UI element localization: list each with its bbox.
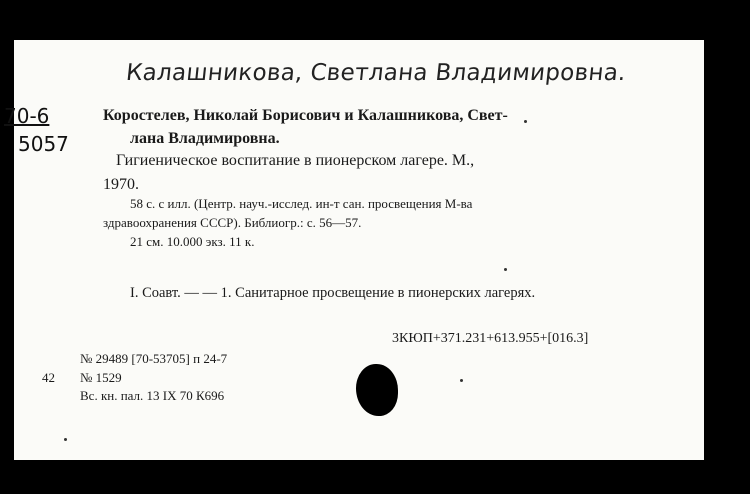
description-line-3: 21 см. 10.000 экз. 11 к. xyxy=(130,234,255,249)
title-line-2: 1970. xyxy=(103,176,139,193)
footer-line-1: № 29489 [70-53705] п 24-7 xyxy=(80,351,228,366)
tracings: I. Соавт. — — 1. Санитарное просвещение в пионерских лагерях. xyxy=(130,285,536,301)
classification-code: 3КЮП+371.231+613.955+[016.3] xyxy=(392,331,589,346)
authors-line-1: Коростелев, Николай Борисович и Калашникова, Свет- xyxy=(103,107,508,124)
handwritten-heading: Калашникова, Светлана Владимировна. xyxy=(124,60,628,86)
authors-line-2: лана Владимировна. xyxy=(130,130,280,147)
call-number-bottom: 5057 xyxy=(18,132,69,156)
footer-line-2-prefix: 42 xyxy=(42,370,55,385)
footer-line-3: Вс. кн. пал. 13 IX 70 К696 xyxy=(80,388,225,403)
speck xyxy=(504,268,507,271)
description-line-2: здравоохранения СССР). Библиогр.: с. 56—57. xyxy=(103,215,362,230)
speck xyxy=(524,120,527,123)
speck xyxy=(64,438,67,441)
footer-line-2: № 1529 xyxy=(80,370,122,385)
call-number-top: 70-6 xyxy=(4,104,50,128)
catalog-card xyxy=(4,40,704,460)
ink-blot xyxy=(356,364,398,416)
speck xyxy=(460,379,463,382)
description-line-1: 58 с. с илл. (Центр. науч.-исслед. ин-т сан. просвещения М-ва xyxy=(130,196,473,211)
title-line-1: Гигиеническое воспитание в пионерском лагере. М., xyxy=(116,152,475,169)
